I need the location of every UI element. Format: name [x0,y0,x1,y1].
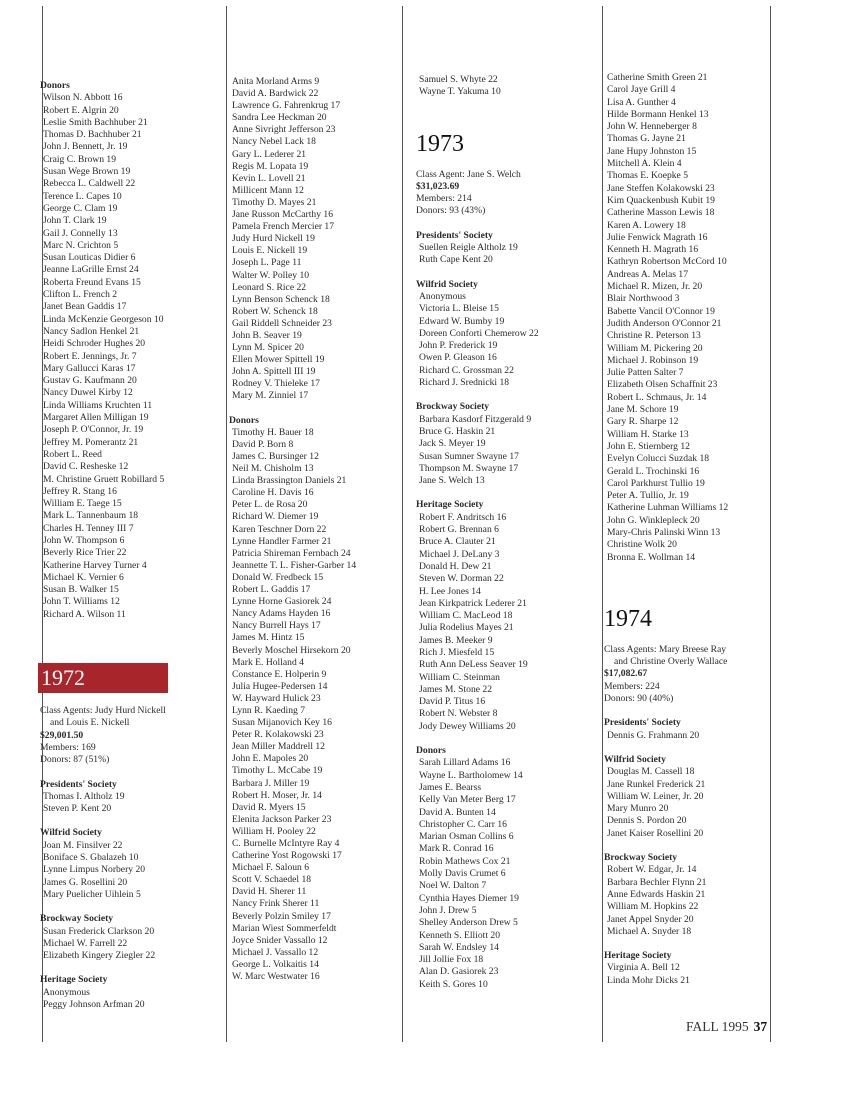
list-item: Katherine Harvey Turner 4 [43,559,147,571]
name-list [416,74,539,99]
list-item: Thomas I. Altholz 19 [43,790,125,802]
list-item: Caroline H. Davis 16 [232,487,314,499]
list-item: Gail J. Connelly 13 [43,227,118,239]
list-item: Barbara Bechler Flynn 21 [607,876,707,888]
list-item: Jean Kirkpatrick Lederer 21 [419,597,527,609]
list-item: Jeffrey M. Pomerantz 21 [43,436,139,448]
list-item: Julie Fenwick Magrath 16 [607,231,708,243]
list-item: Linda Williams Kruchten 11 [43,399,153,411]
list-item: John T. Clark 19 [43,215,107,227]
list-item: Robert F. Andritsch 16 [419,511,507,523]
name-list [416,414,539,488]
section-heading: Heritage Society [416,499,484,511]
list-item: Mark E. Holland 4 [232,656,304,668]
list-item: Mitchell A. Klein 4 [607,158,682,170]
list-item: Joan M. Finsilver 22 [43,839,123,851]
name-list [416,512,539,733]
list-item: Boniface S. Gbalazeh 10 [43,852,139,864]
list-item: Owen P. Gleason 16 [419,352,497,364]
name-list [40,92,168,621]
list-item: John A. Spittell III 19 [232,366,316,378]
column-1 [40,80,168,1011]
list-item: Michael A. Snyder 18 [607,925,692,937]
list-item: Terence L. Capes 10 [43,190,122,202]
list-item: Scott V. Schaedel 18 [232,874,312,886]
list-item: Peggy Johnson Arfman 20 [43,999,145,1010]
list-item: Robin Mathews Cox 21 [419,855,511,867]
class-agents: Class Agents: Mary Breese Ray [604,643,727,655]
issue-label: FALL 1995 [686,1019,749,1034]
list-item: Gary R. Sharpe 12 [607,416,679,428]
list-item: David A. Bunten 14 [419,806,496,818]
list-item: Sandra Lee Heckman 20 [232,112,327,124]
list-item: Jody Dewey Williams 20 [419,720,516,732]
list-item: Michael J. Robinson 19 [607,354,699,366]
list-item: Doreen Conforti Chemerow 22 [419,327,539,339]
list-item: Gary L. Lederer 21 [232,148,307,160]
list-item: Susan Louticas Didier 6 [43,252,136,264]
list-item: Lawrence G. Fahrenkrug 17 [232,100,341,112]
list-item: Dennis G. Frahmann 20 [607,729,700,741]
section-heading: Donors [40,80,70,91]
list-item: Robert W. Edgar, Jr. 14 [607,864,697,876]
list-item: M. Christine Gruett Robillard 5 [43,473,165,485]
list-item: Heidi Schroder Hughes 20 [43,338,146,350]
list-item: Barbara J. Miller 19 [232,777,310,789]
list-item: John T. Williams 12 [43,596,120,608]
list-item: Ruth Cape Kent 20 [419,254,493,266]
list-item: Mary M. Zinniel 17 [232,390,309,402]
list-item: John E. Mapoles 20 [232,753,309,765]
list-item: Nancy Adams Hayden 16 [232,608,331,620]
list-item: Steven W. Dorman 22 [419,573,504,585]
list-item: David H. Sherer 11 [232,886,307,898]
list-item: Suellen Reigle Altholz 19 [419,242,518,254]
list-item: Christine Wolk 20 [607,539,677,551]
list-item: James B. Meeker 9 [419,634,493,646]
list-item: James C. Bursinger 12 [232,451,319,463]
section-heading: Donors [229,414,259,426]
list-item: Lynne Horne Gasiorek 24 [232,596,332,608]
list-item: Richard W. Diemer 19 [232,511,319,523]
list-item: Evelyn Colucci Suzdak 18 [607,453,710,465]
list-item: Lynn M. Spicer 20 [232,342,304,354]
list-item: William H. Pooley 22 [232,825,316,837]
list-item: John W. Thompson 6 [43,534,125,546]
list-item: Thomas D. Bachhuber 21 [43,129,142,141]
list-item: William W. Leiner, Jr. 20 [607,790,704,802]
list-item: Constance E. Holperin 9 [232,668,327,680]
list-item: William E. Taege 15 [43,498,122,510]
section-heading: Donors [416,745,446,757]
list-item: Alan D. Gasiorek 23 [419,966,499,978]
list-item: John B. Seaver 19 [232,329,302,341]
list-item: George L. Volkaitis 14 [232,958,319,970]
column-2 [229,76,356,983]
list-item: Neil M. Chisholm 13 [232,463,314,475]
list-item: Linda Brassington Daniels 21 [232,475,347,487]
list-item: Christopher C. Carr 16 [419,818,507,830]
list-item: Michael R. Mizen, Jr. 20 [607,281,703,293]
list-item: Wayne T. Yakuma 10 [419,86,501,98]
list-item: Rich J. Miesfeld 15 [419,646,495,658]
list-item: Nancy Frink Sherer 11 [232,898,320,910]
list-item: David P. Titus 16 [419,696,486,708]
members-count: Members: 169 [40,741,96,753]
list-item: Gerald L. Trochinski 16 [607,465,700,477]
amount-raised: $31,023.69 [416,180,460,192]
name-list [416,757,539,991]
list-item: William C. Steinman [419,671,500,683]
list-item: Robert E. Algrin 20 [43,104,119,116]
list-item: Carol Parkhurst Tullio 19 [607,477,705,489]
list-item: Richard C. Grossman 22 [419,364,514,376]
list-item: Timothy D. Mayes 21 [232,196,317,208]
name-list [416,291,539,389]
list-item: Mary Puelicher Uihlein 5 [43,888,141,900]
list-item: Julia Hugee-Pedersen 14 [232,680,328,692]
list-item: Douglas M. Cassell 18 [607,766,695,778]
list-item: Jane S. Welch 13 [419,475,485,487]
list-item: Peter L. de Rosa 20 [232,499,308,511]
list-item: Jeffrey R. Stang 16 [43,485,117,497]
list-item: Shelley Anderson Drew 5 [419,917,518,929]
list-item: Jill Jollie Fox 18 [419,954,484,966]
list-item: Peter A. Tullio, Jr. 19 [607,490,689,502]
list-item: Christine R. Peterson 13 [607,330,701,342]
list-item: Timothy H. Bauer 18 [232,426,314,438]
list-item: John E. Stiernberg 12 [607,440,690,452]
list-item: Wayne L. Bartholomew 14 [419,769,523,781]
list-item: Mark L. Tannenbaum 18 [43,510,139,522]
list-item: James M. Stone 22 [419,683,493,695]
list-item: Millicent Mann 12 [232,184,304,196]
list-item: Lynn Benson Schenck 18 [232,293,330,305]
list-item: Thompson M. Swayne 17 [419,462,519,474]
section-heading: Wilfrid Society [604,753,666,765]
name-list [416,242,539,267]
list-item: Anonymous [419,290,466,302]
list-item: Pamela French Mercier 17 [232,221,335,233]
list-item: Jane M. Schore 19 [607,404,679,416]
list-item: James M. Hintz 15 [232,632,305,644]
list-item: John J. Drew 5 [419,904,477,916]
list-item: Thomas E. Koepke 5 [607,170,688,182]
section-heading: Heritage Society [40,974,108,986]
list-item: Thomas G. Jayne 21 [607,133,686,145]
list-item: Nancy Sadlon Henkel 21 [43,325,140,337]
list-item: Anne Edwards Haskin 21 [607,888,706,900]
list-item: C. Burnelle McIntyre Ray 4 [232,838,340,850]
list-item: George C. Clam 19 [43,202,118,214]
list-item: William M. Hopkins 22 [607,901,699,913]
list-item: Jeanne LaGrille Ernst 24 [43,264,139,276]
list-item: Walter W. Polley 10 [232,269,310,281]
list-item: Catherine Smith Green 21 [607,72,708,83]
list-item: Leslie Smith Bachhuber 21 [43,116,148,128]
list-item: Jean Miller Maddrell 12 [232,741,325,753]
list-item: Kelly Van Meter Berg 17 [419,794,516,806]
list-item: Robert E. Jennings, Jr. 7 [43,350,137,362]
list-item: Michael K. Vernier 6 [43,571,124,583]
list-item: Virginia A. Bell 12 [607,962,680,974]
amount-raised: $17,082.67 [604,668,648,680]
list-item: Peter R. Kolakowski 23 [232,729,324,741]
list-item: Julia Rodelius Mayes 21 [419,622,514,634]
column-rule-2 [226,6,227,1042]
list-item: Michael J. Vassallo 12 [232,946,319,958]
list-item: Susan Wege Brown 19 [43,166,131,178]
donors-count: Donors: 93 (43%) [416,205,486,217]
list-item: Gail Riddell Schneider 23 [232,317,332,329]
list-item: Elenita Jackson Parker 23 [232,813,332,825]
list-item: Robert L. Gaddis 17 [232,584,311,596]
list-item: Clifton L. French 2 [43,289,118,301]
list-item: David R. Myers 15 [232,801,306,813]
list-item: Robert N. Webster 8 [419,708,498,720]
list-item: Robert L. Reed [43,448,102,460]
list-item: Nancy Nebel Lack 18 [232,136,316,148]
list-item: Steven P. Kent 20 [43,803,112,815]
list-item: Sarah W. Endsley 14 [419,941,499,953]
list-item: William H. Starke 13 [607,428,689,440]
list-item: Bronna E. Wollman 14 [607,551,696,563]
section-heading: Brockway Society [416,401,490,413]
list-item: Donald W. Fredbeck 15 [232,571,324,583]
list-item: Elizabeth Olsen Schaffnit 23 [607,379,718,391]
list-item: Robert H. Moser, Jr. 14 [232,789,322,801]
section-heading: Brockway Society [604,852,678,864]
list-item: Julie Patten Salter 7 [607,367,684,379]
name-list [604,864,728,938]
list-item: Catherine Masson Lewis 18 [607,207,715,219]
list-item: Kenneth S. Elliott 20 [419,929,501,941]
list-item: W. Marc Westwater 16 [232,971,320,983]
section-heading: Brockway Society [40,913,114,925]
name-list [40,987,168,1012]
column-rule-3 [402,6,403,1042]
list-item: Marian Osman Collins 6 [419,831,514,843]
column-3 [416,74,539,991]
list-item: Louis E. Nickell 19 [232,245,308,257]
list-item: Barbara Kasdorf Fitzgerald 9 [419,413,532,425]
list-item: Katherine Luhman Williams 12 [607,502,729,514]
name-list [229,76,356,403]
list-item: Karen Teschner Dorn 22 [232,523,327,535]
list-item: Beverly Polzin Smiley 17 [232,910,331,922]
list-item: Michael F. Saloun 6 [232,862,310,874]
list-item: Robert G. Brennan 6 [419,524,499,536]
list-item: Noel W. Dalton 7 [419,880,487,892]
list-item: Sarah Lillard Adams 16 [419,757,511,769]
list-item: Jane Runkel Frederick 21 [607,778,706,790]
year-1974-heading: 1974 [604,605,652,632]
list-item: Linda Mohr Dicks 21 [607,974,690,986]
list-item: David C. Resheske 12 [43,461,129,473]
list-item: John W. Henneberger 8 [607,121,697,133]
list-item: Rebecca L. Caldwell 22 [43,178,136,190]
list-item: Judy Hurd Nickell 19 [232,233,315,245]
list-item: Linda McKenzie Georgeson 10 [43,313,164,325]
list-item: Kim Quackenbush Kubit 19 [607,194,715,206]
list-item: Ellen Mower Spittell 19 [232,354,325,366]
list-item: James E. Bearss [419,781,482,793]
page-number: 37 [753,1019,768,1034]
section-heading: Presidents' Society [40,778,117,790]
list-item: Jane Steffen Kolakowski 23 [607,182,715,194]
list-item: Kevin L. Lovell 21 [232,172,306,184]
list-item: Regis M. Lopata 19 [232,160,309,172]
list-item: Anonymous [43,986,90,998]
list-item: Anita Morland Arms 9 [232,76,320,87]
list-item: Samuel S. Whyte 22 [419,74,498,85]
list-item: Keith S. Gores 10 [419,978,488,990]
donors-count: Donors: 87 (51%) [40,754,110,766]
list-item: Elizabeth Kingery Ziegler 22 [43,950,156,962]
list-item: Mary Munro 20 [607,803,669,815]
page-footer [686,1019,767,1035]
list-item: Lynne Handler Farmer 21 [232,535,332,547]
list-item: Judith Anderson O'Connor 21 [607,317,722,329]
list-item: William C. MacLeod 18 [419,610,513,622]
list-item: John J. Bennett, Jr. 19 [43,141,128,153]
list-item: Michael W. Farrell 22 [43,937,128,949]
column-4 [604,72,728,987]
list-item: W. Hayward Hulick 23 [232,692,321,704]
name-list [604,766,728,840]
list-item: William M. Pickering 20 [607,342,703,354]
list-item: Carol Jaye Grill 4 [607,84,676,96]
list-item: Wilson N. Abbott 16 [43,92,123,104]
list-item: Jane Russon McCarthy 16 [232,209,333,221]
list-item: James G. Rosellini 20 [43,876,128,888]
list-item: Lynn R. Kaeding 7 [232,704,306,716]
class-agents: Class Agents: Judy Hurd Nickell [40,705,166,717]
list-item: Richard J. Srednicki 18 [419,377,510,389]
list-item: Dennis S. Pordon 20 [607,815,687,827]
list-item: Margaret Allen Milligan 19 [43,412,149,424]
list-item: Marc N. Crichton 5 [43,239,119,251]
list-item: Susan Sumner Swayne 17 [419,450,519,462]
list-item: Hilde Bormann Henkel 13 [607,108,709,120]
list-item: John P. Frederick 19 [419,340,498,352]
list-item: Janet Appel Snyder 20 [607,913,694,925]
list-item: Robert L. Schmaus, Jr. 14 [607,391,707,403]
list-item: Susan Mijanovich Key 16 [232,717,332,729]
list-item: Susan B. Walker 15 [43,584,119,596]
column-rule-4 [602,6,603,1042]
list-item: Craig C. Brown 19 [43,153,117,165]
section-heading: Wilfrid Society [40,827,102,839]
list-item: Catherine Yost Rogowski 17 [232,850,342,862]
list-item: Jane Hupy Johnston 15 [607,145,697,157]
name-list [40,926,168,963]
list-item: Molly Davis Crumet 6 [419,868,506,880]
list-item: Nancy Burrell Hays 17 [232,620,321,632]
list-item: Cynthia Hayes Diemer 19 [419,892,519,904]
section-heading: Heritage Society [604,950,672,962]
section-heading: Presidents' Society [604,717,681,729]
list-item: Jeannette T. L. Fisher-Garber 14 [232,559,357,571]
list-item: Bruce A. Clauter 21 [419,536,496,548]
name-list [604,730,728,742]
list-item: Beverly Moschel Hirsekorn 20 [232,644,351,656]
donors-count: Donors: 90 (40%) [604,693,674,705]
name-list [229,427,356,983]
year-1973-heading: 1973 [416,130,464,157]
list-item: David P. Born 8 [232,438,294,450]
list-item: H. Lee Jones 14 [419,585,481,597]
class-agents-continued: and Christine Overly Wallace [614,656,728,668]
section-heading: Wilfrid Society [416,278,478,290]
list-item: Kenneth H. Magrath 16 [607,244,699,256]
name-list [604,962,728,987]
list-item: Mary-Chris Palinski Winn 13 [607,526,721,538]
list-item: Karen A. Lowery 18 [607,219,686,231]
list-item: Joseph P. O'Connor, Jr. 19 [43,424,144,436]
list-item: Charles H. Tenney III 7 [43,522,134,534]
list-item: Andreas A. Melas 17 [607,268,688,280]
list-item: Roberta Freund Evans 15 [43,276,141,288]
list-item: Robert W. Schenck 18 [232,305,318,317]
list-item: Ruth Ann DeLess Seaver 19 [419,659,528,671]
list-item: John G. Winklepleck 20 [607,514,700,526]
members-count: Members: 224 [604,680,660,692]
list-item: Rodney V. Thieleke 17 [232,378,320,390]
list-item: Joseph L. Page 11 [232,257,302,269]
list-item: Mark R. Conrad 16 [419,843,494,855]
members-count: Members: 214 [416,193,472,205]
list-item: Leonard S. Rice 22 [232,281,307,293]
name-list [40,791,168,816]
list-item: Kathryn Robertson McCord 10 [607,256,727,268]
list-item: Janet Bean Gaddis 17 [43,301,127,313]
list-item: Timothy L. McCabe 19 [232,765,323,777]
column-rule-5 [770,6,771,1042]
list-item: Babette Vancil O'Connor 19 [607,305,715,317]
list-item: Beverly Rice Trier 22 [43,547,127,559]
list-item: David A. Bardwick 22 [232,88,319,100]
list-item: Richard A. Wilson 11 [43,608,126,620]
list-item: Victoria L. Bleise 15 [419,303,499,315]
list-item: Nancy Duwel Kirby 12 [43,387,133,399]
amount-raised: $29,001.50 [40,729,84,741]
list-item: Joyce Snider Vassallo 12 [232,934,328,946]
list-item: Gustav G. Kaufmann 20 [43,375,137,387]
list-item: Patricia Shireman Fernbach 24 [232,547,351,559]
list-item: Michael J. DeLany 3 [419,548,500,560]
list-item: Anne Sivright Jefferson 23 [232,124,336,136]
name-list [40,840,168,901]
list-item: Edward W. Bumby 19 [419,315,505,327]
class-agents-continued: and Louis E. Nickell [50,717,130,729]
list-item: Bruce G. Haskin 21 [419,425,496,437]
list-item: Marian Wiest Sommerfeldt [232,922,337,934]
list-item: Janet Kaiser Rosellini 20 [607,827,704,839]
list-item: Mary Gallucci Karas 17 [43,362,136,374]
year-1972-banner: 1972 [38,663,168,693]
section-heading: Presidents' Society [416,229,493,241]
list-item: Lisa A. Gunther 4 [607,96,676,108]
list-item: Susan Frederick Clarkson 20 [43,925,155,937]
list-item: Donald H. Dew 21 [419,560,492,572]
list-item: Jack S. Meyer 19 [419,438,486,450]
list-item: Lynne Limpus Norbery 20 [43,864,146,876]
class-agent: Class Agent: Jane S. Welch [416,168,521,180]
list-item: Blair Northwood 3 [607,293,680,305]
name-list [604,72,728,564]
